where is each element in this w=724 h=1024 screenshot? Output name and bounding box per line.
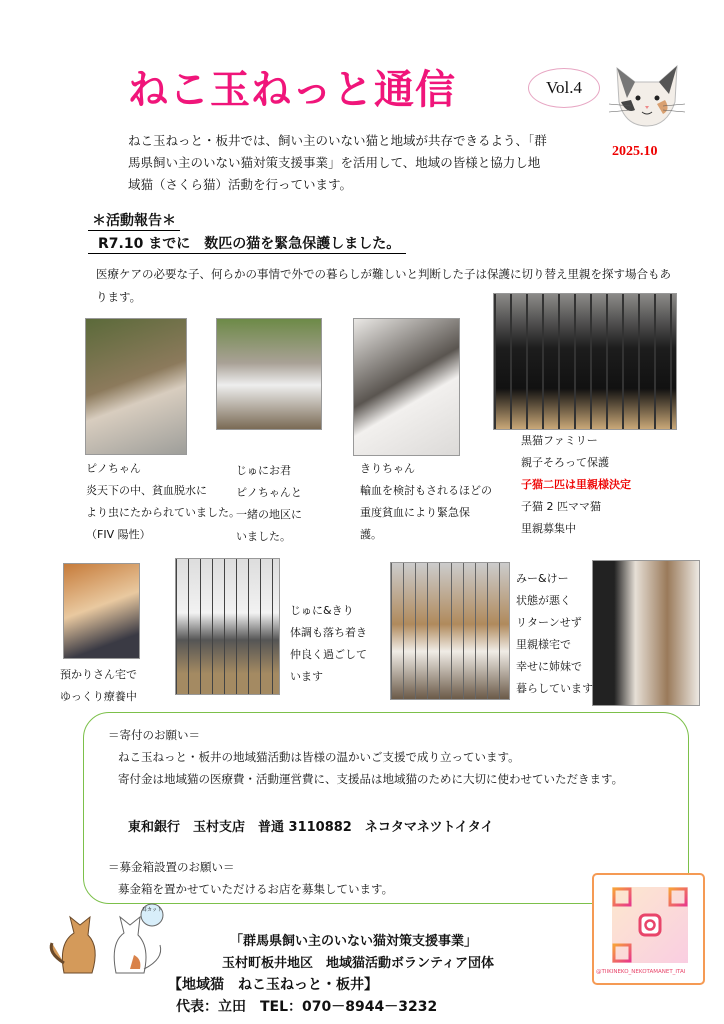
caption-line: 子猫 2 匹ママ猫 — [521, 500, 601, 513]
caption-line: 体調も落ち着き — [290, 626, 367, 639]
instagram-qr-card[interactable] — [592, 873, 705, 985]
caption-line: 幸せに姉妹で — [516, 660, 582, 673]
caption-line: リターンせず — [516, 616, 582, 629]
photo-black-cat-family — [493, 293, 677, 430]
caption-line: 暮らしています — [516, 682, 593, 695]
ear-cut-speech: 耳カット — [142, 907, 162, 913]
caption-junio-and-kiri — [290, 600, 367, 688]
caption-line: ゆっくり療養中 — [60, 690, 137, 703]
volume-bubble — [528, 68, 600, 108]
donation-line-2: 寄付金は地域猫の医療費・活動運営費に、支援品は地域猫のために大切に使わせていただきます。 — [118, 772, 624, 786]
caption-highlight: 子猫二匹は里親様決定 — [521, 478, 631, 491]
caption-line: ピノちゃん — [86, 462, 141, 475]
caption-line: （FIV 陽性） — [86, 528, 151, 541]
caption-line: じゅに&きり — [290, 604, 354, 617]
report-heading: ＊活動報告＊ — [88, 210, 180, 231]
qr-code-icon — [612, 887, 688, 963]
caption-line: 一緒の地区に — [236, 508, 302, 521]
footer-org: 【地域猫 ねこ玉ねっと・板井】 — [168, 977, 378, 993]
caption-black-cat-family — [521, 430, 631, 540]
photo-kiri — [353, 318, 460, 456]
caption-line: 護。 — [360, 528, 382, 541]
intro-text: ねこ玉ねっと・板井では、飼い主のいない猫と地域が共存できるよう、「群馬県飼い主のいない猫対策支援事業」を活用して、地域の皆様と協力し地域猫（さくら猫）活動を行っています。 — [128, 133, 547, 192]
issue-date: 2025.10 — [612, 144, 658, 159]
instagram-handle: @TIIKINEKO_NEKOTAMANET_ITAI — [596, 969, 686, 975]
caption-line: 重度貧血により緊急保 — [360, 506, 470, 519]
newsletter-title: ねこ玉ねっと通信 — [128, 67, 456, 113]
caption-line: より虫にたかられていました。 — [86, 506, 240, 519]
bank-account: 東和銀行 玉村支店 普通 3110882 ネコタマネツトイタイ — [128, 820, 494, 835]
cat-head-illustration — [605, 58, 689, 130]
two-cats-illustration — [44, 903, 169, 978]
caption-line: 里親募集中 — [521, 522, 576, 535]
caption-mii-and-kee — [516, 568, 593, 700]
caption-pino — [86, 458, 240, 546]
collection-box-line: 募金箱を置かせていただけるお店を募集しています。 — [118, 882, 394, 896]
caption-foster — [60, 664, 137, 708]
footer-project: 「群馬県飼い主のいない猫対策支援事業」 — [230, 934, 478, 949]
photo-junio-and-kiri — [175, 558, 280, 695]
footer-group: 玉村町板井地区 地域猫活動ボランティア団体 — [222, 956, 494, 971]
caption-line: 状態が悪く — [516, 594, 571, 607]
collection-box-heading: ＝募金箱設置のお願い＝ — [108, 860, 235, 874]
caption-line: ピノちゃんと — [236, 486, 302, 499]
caption-line: 炎天下の中、貧血脱水に — [86, 484, 207, 497]
caption-line: きりちゃん — [360, 462, 415, 475]
caption-line: 預かりさん宅で — [60, 668, 137, 681]
caption-junio — [236, 460, 302, 548]
caption-line: 輸血を検討もされるほどの — [360, 484, 492, 497]
caption-line: 仲良く過ごして — [290, 648, 367, 661]
caption-kiri — [360, 458, 492, 546]
caption-line: 里親様宅で — [516, 638, 571, 651]
report-paragraph: 医療ケアの必要な子、何らかの事情で外での暮らしが難しいと判断した子は保護に切り替え里親を探す場合もあります。 — [96, 267, 671, 304]
report-subheading: R7.10 までに 数匹の猫を緊急保護しました。 — [88, 233, 406, 254]
photo-mii-and-kee-2 — [592, 560, 700, 706]
caption-line: います — [290, 670, 323, 683]
photo-junio — [216, 318, 322, 430]
caption-line: 親子そろって保護 — [521, 456, 609, 469]
caption-line: いました。 — [236, 530, 291, 543]
photo-foster-cat — [63, 563, 140, 659]
caption-line: 黒猫ファミリー — [521, 434, 598, 447]
caption-line: じゅにお君 — [236, 464, 291, 477]
donation-heading: ＝寄付のお願い＝ — [108, 728, 200, 742]
caption-line: みー&けー — [516, 572, 569, 585]
donation-line-1: ねこ玉ねっと・板井の地域猫活動は皆様の温かいご支援で成り立っています。 — [118, 750, 520, 764]
photo-pino — [85, 318, 187, 455]
volume-label: Vol.4 — [545, 78, 583, 97]
photo-mii-and-kee-1 — [390, 562, 510, 700]
footer-contact: 代表：立田 TEL：070－8944－3232 — [176, 999, 438, 1015]
